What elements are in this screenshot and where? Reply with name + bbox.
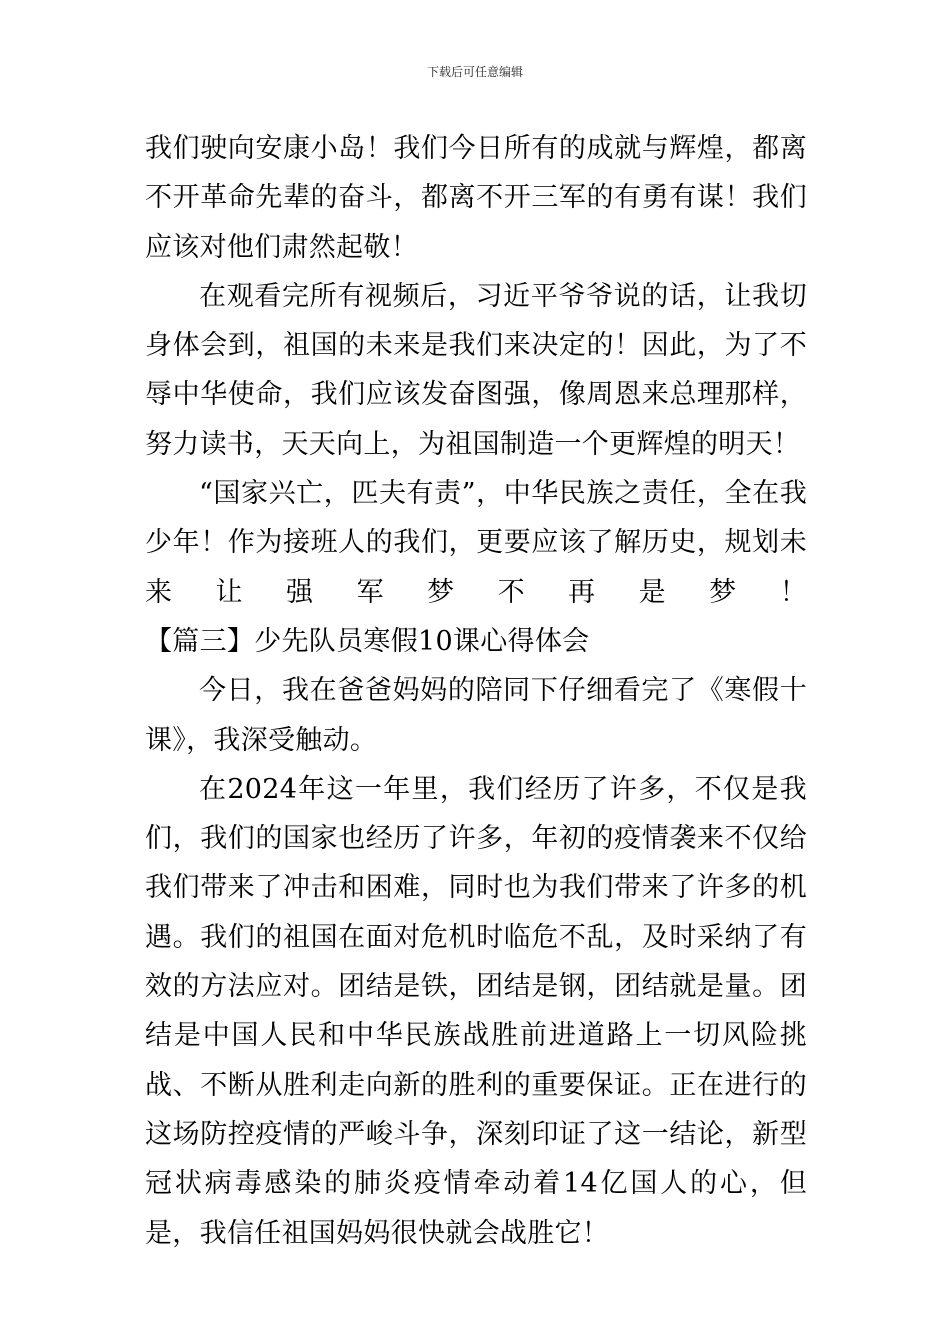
paragraph-3-text: “国家兴亡，匹夫有责”，中华民族之责任，全在我少年！作为接班人的我们，更要应该了解历史，规划未来让强军梦不再是梦！ [145,478,807,608]
paragraph-3 [145,469,807,666]
paragraph-2: 在观看完所有视频后，习近平爷爷说的话，让我切身体会到，祖国的未来是我们来决定的！因此，为了不辱中华使命，我们应该发奋图强，像周恩来总理那样，努力读书，天天向上，为祖国制造一个更辉煌的明天！ [145,280,807,460]
paragraph-4: 今日，我在爸爸妈妈的陪同下仔细看完了《寒假十课》，我深受触动。 [145,675,807,756]
page-header: 下载后可任意编辑 [426,65,523,79]
paragraph-5: 在2024年这一年里，我们经历了许多，不仅是我们，我们的国家也经历了许多，年初的疫情袭来不仅给我们带来了冲击和困难，同时也为我们带来了许多的机遇。我们的祖国在面对危机时临危不乱，及时采纳了有效的方法应对。团结是铁，团结是钢，团结就是量。团结是中国人民和中华民族战胜前进道路上一切风险挑战、不断从胜利走向新的胜利的重要保证。正在进行的这场防控疫情的严峻斗争，深刻印证了这一结论，新型冠状病毒感染的肺炎疫情牵动着14亿国人的心，但是，我信任祖国妈妈很快就会战胜它！ [145,773,807,1249]
document-body [145,124,807,1258]
section-heading: 【篇三】少先队员寒假10课心得体会 [145,625,590,657]
paragraph-1: 我们驶向安康小岛！我们今日所有的成就与辉煌，都离不开革命先辈的奋斗，都离不开三军的有勇有谋！我们应该对他们肃然起敬！ [145,133,807,263]
